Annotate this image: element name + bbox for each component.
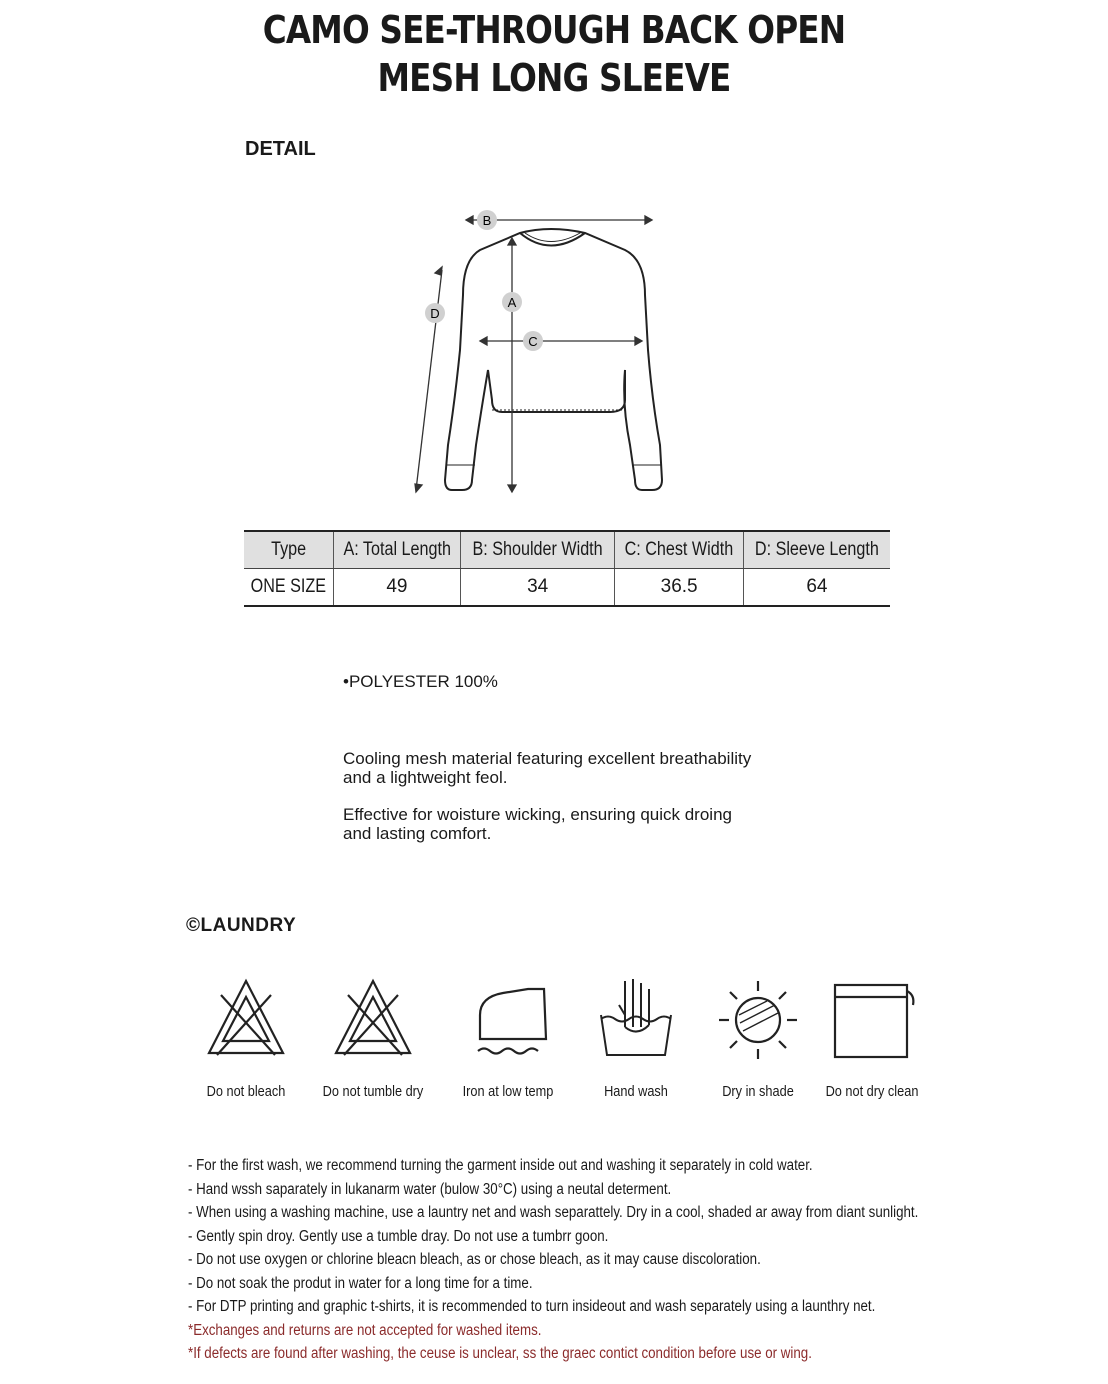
care-item-iron-low [448, 975, 568, 1100]
care-item-dry-shade [698, 975, 818, 1100]
garment-diagram [400, 200, 700, 510]
label-a: A [507, 295, 517, 310]
note-line: - Gently spin droy. Gently use a tumble dray. Do not use a tumbrr goon. [188, 1227, 609, 1245]
care-notes [188, 1154, 948, 1366]
note-line: - Do not use oxygen or chlorine bleacn bleach, as or chose bleach, as it may cause discoloration. [188, 1251, 761, 1268]
description-paragraph-1 [343, 749, 783, 787]
description-line: Cooling mesh material featuring excellent breathability [343, 749, 752, 768]
description-line: Effective for woisture wicking, ensuring quick droing [343, 805, 732, 824]
dry-shade-icon [713, 975, 803, 1061]
label-d: D [430, 306, 440, 321]
care-label: Do not bleach [206, 1083, 286, 1100]
care-label: Dry in shade [722, 1083, 794, 1100]
description-line: and a lightweight feol. [343, 768, 508, 787]
warning-line: *If defects are found after washing, the ceuse is unclear, ss the graec contict condition before use or wing. [188, 1345, 812, 1362]
table-row [244, 569, 890, 607]
fabric-composition: •POLYESTER 100% [343, 672, 498, 691]
header-shoulder-width: B: Shoulder Width [461, 531, 615, 569]
care-label: Do not dry clean [825, 1083, 919, 1100]
neckline [520, 233, 585, 246]
sweater-outline [445, 229, 662, 490]
hand-wash-icon [591, 975, 681, 1061]
header-type: Type [244, 531, 333, 569]
note-line: - When using a washing machine, use a launtry net and wash separattely. Dry in a cool, shaded ar away from diant sunlight. [188, 1204, 919, 1221]
note-line: - Hand wssh saparately in lukanarm water (bulow 30°C) using a neutal determent. [188, 1180, 672, 1198]
measure-d-line [416, 270, 442, 490]
header-total-length: A: Total Length [333, 531, 460, 569]
label-b: B [482, 213, 492, 228]
warning-line: *Exchanges and returns are not accepted for washed items. [188, 1321, 542, 1339]
header-chest-width: C: Chest Width [615, 531, 744, 569]
care-item-hand-wash [576, 975, 696, 1100]
iron-low-icon [458, 975, 558, 1061]
cell-type: ONE SIZE [244, 569, 333, 607]
note-line: - For DTP printing and graphic t-shirts, it is recommended to turn insideout and wash separately using a launthry net. [188, 1298, 876, 1315]
care-item-no-bleach [186, 975, 306, 1100]
header-sleeve-length: D: Sleeve Length [744, 531, 890, 569]
no-dry-clean-icon [827, 975, 917, 1061]
care-label: Do not tumble dry [322, 1083, 424, 1100]
cell-total-length: 49 [333, 569, 460, 607]
page-title [78, 6, 1031, 102]
cell-shoulder-width: 34 [461, 569, 615, 607]
size-table-header-row [244, 531, 890, 569]
care-label: Hand wash [604, 1083, 668, 1100]
title-line-2: MESH LONG SLEEVE [377, 56, 731, 100]
note-line: - For the first wash, we recommend turning the garment inside out and washing it separately in cold water. [188, 1157, 813, 1174]
laundry-heading: ©LAUNDRY [186, 915, 297, 936]
description-paragraph-2 [343, 805, 783, 843]
laundry-icons [186, 975, 936, 1115]
no-bleach-icon [203, 975, 289, 1061]
cell-sleeve-length: 64 [744, 569, 890, 607]
care-item-no-tumble-dry [313, 975, 433, 1100]
detail-heading: DETAIL [245, 138, 316, 160]
no-tumble-dry-icon [330, 975, 416, 1061]
label-c: C [528, 334, 538, 349]
care-item-no-dry-clean [812, 975, 932, 1100]
cell-chest-width: 36.5 [615, 569, 744, 607]
size-table [244, 530, 890, 607]
description-line: and lasting comfort. [343, 824, 492, 843]
note-line: - Do not soak the produt in water for a long time for a time. [188, 1274, 533, 1292]
care-label: Iron at low temp [462, 1083, 554, 1100]
title-line-1: CAMO SEE-THROUGH BACK OPEN [262, 8, 846, 52]
